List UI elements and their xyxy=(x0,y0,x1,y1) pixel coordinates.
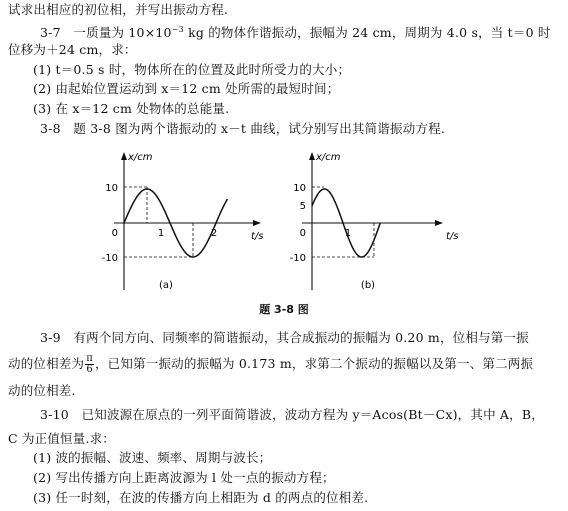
text-line-2 xyxy=(40,22,551,41)
chart-a xyxy=(102,152,264,291)
figure-caption: 题 3-8 图 xyxy=(259,303,309,316)
chart-a-ytick-minus10: -10 xyxy=(101,253,118,264)
chart-b-ytick-5: 5 xyxy=(299,201,306,212)
fraction-numerator: π xyxy=(86,353,93,364)
text-line-15: (3) 任一时刻，在波的传播方向上相距为 d 的两点的位相差. xyxy=(33,490,369,505)
fraction-denominator: 6 xyxy=(86,364,93,375)
chart-b-ytick-minus10: -10 xyxy=(289,253,306,264)
chart-a-ylabel: x/cm xyxy=(128,152,153,163)
chart-b-xtick-0: 0 xyxy=(299,228,306,239)
chart-a-xtick-2: 2 xyxy=(210,228,218,239)
problem-3-7-tail: kg 的物体作谐振动，振幅为 24 cm，周期为 4.0 s，当 t＝0 时 xyxy=(183,25,551,41)
text-line-10: 动的位相差. xyxy=(8,383,76,398)
figure-3-8 xyxy=(0,148,568,298)
chart-a-panel-label: (a) xyxy=(159,280,173,291)
chart-a-xtick-0: 0 xyxy=(111,228,118,239)
chart-b-ylabel: x/cm xyxy=(316,152,341,163)
superscript-exponent: −3 xyxy=(171,25,184,34)
chart-b-y-arrow xyxy=(309,152,315,160)
text-line-12: C 为正值恒量.求： xyxy=(8,431,116,446)
chart-a-xtick-1: 1 xyxy=(157,228,165,239)
text-line-1: 试求出相应的初位相，并写出振动方程. xyxy=(8,2,229,17)
text-line-9 xyxy=(8,354,533,375)
fraction-pi-over-6 xyxy=(85,354,94,375)
text-line-14: (2) 写出传播方向上距离波源为 l 处一点的振动方程； xyxy=(33,470,335,485)
problem-3-7-head: 3-7 一质量为 10×10 xyxy=(40,25,172,41)
problem-3-9-tail: ，已知第一振动的振幅为 0.173 m，求第二个振动的振幅以及第一、第二两振 xyxy=(94,356,534,371)
chart-b-xtick-1: 1 xyxy=(344,228,352,239)
chart-a-x-arrow xyxy=(253,220,261,226)
chart-a-ytick-10: 10 xyxy=(105,183,118,194)
text-line-5: (2) 由起始位置运动到 x＝12 cm 处所需的最短时间； xyxy=(33,81,340,96)
chart-b-xlabel: t/s xyxy=(446,231,459,242)
text-line-4: (1) t＝0.5 s 时，物体所在的位置及此时所受力的大小； xyxy=(33,62,351,77)
text-line-6: (3) 在 x＝12 cm 处物体的总能量. xyxy=(33,101,230,116)
chart-b-ytick-10: 10 xyxy=(293,183,306,194)
chart-a-xlabel: t/s xyxy=(251,231,264,242)
text-line-13: (1) 波的振幅、波速、频率、周期与波长； xyxy=(33,450,272,465)
chart-b-x-arrow xyxy=(435,220,443,226)
text-line-8: 3-9 有两个同方向、同频率的简谐振动，其合成振动的振幅为 0.20 m，位相与第一振 xyxy=(40,330,529,345)
problem-3-9-head: 动的位相差为 xyxy=(8,356,85,371)
chart-b-panel-label: (b) xyxy=(360,280,376,291)
text-line-11: 3-10 已知波源在原点的一列平面简谐波，波动方程为 y＝Acos(Bt－Cx)，其中 A，B， xyxy=(40,407,544,422)
chart-b xyxy=(290,152,459,291)
text-line-7: 3-8 题 3-8 图为两个谐振动的 x－t 曲线，试分别写出其简谐振动方程. xyxy=(40,121,445,136)
chart-a-y-arrow xyxy=(121,152,127,160)
text-line-3: 位移为＋24 cm，求： xyxy=(8,42,137,57)
